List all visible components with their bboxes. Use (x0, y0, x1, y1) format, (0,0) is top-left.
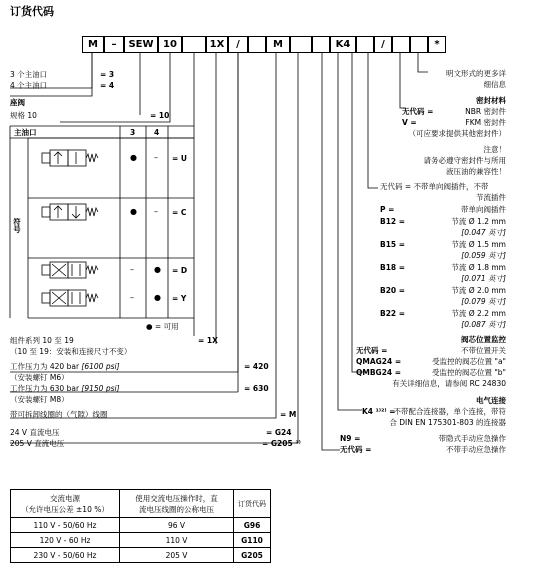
row-y-col3: – (130, 293, 134, 302)
ac-supply-cell: 120 V - 60 Hz (11, 533, 120, 548)
n9-value: 带隐式手动应急操作 (438, 434, 506, 443)
voltage-205-label: 205 V 直流电压 (10, 439, 65, 448)
monitor-b-value: 受监控的阀芯位置 "b" (431, 368, 506, 377)
code-box-17: * (428, 36, 446, 53)
code-box-12: K4 (330, 36, 356, 53)
throttle-p-value: 带单向阀插件 (461, 205, 506, 214)
row-c-col4: – (154, 207, 158, 216)
throttle-b12-value: 节流 Ø 1.2 mm (451, 217, 506, 226)
throttle-p-label: P = (380, 205, 395, 214)
pressure-420-code: = 420 (244, 362, 269, 371)
code-box-9: M (266, 36, 290, 53)
symbol-side-label: 符号 (12, 218, 22, 233)
monitor-none-value: 不带位置开关 (461, 346, 506, 355)
pressure-420-note: （安装螺钉 M6） (10, 373, 69, 382)
code-box-7: / (228, 36, 248, 53)
ports-4-code: = 4 (100, 81, 115, 90)
throttle-b22-inch: [0.087 英寸] (461, 320, 506, 329)
row-u-col3: ● (130, 153, 137, 162)
throttle-b22-value: 节流 Ø 2.2 mm (451, 309, 506, 318)
seal-none-label: 无代码 = (402, 107, 434, 116)
k4-label: K4 ¹⁾²⁾ = (362, 407, 396, 416)
table-row (11, 548, 271, 563)
throttle-b15-inch: [0.059 英寸] (461, 251, 506, 260)
n9-label: N9 = (340, 434, 361, 443)
row-c-code: = C (172, 208, 187, 217)
dc-nominal-cell: 96 V (120, 518, 234, 533)
throttle-b15-code: B15 = (380, 240, 406, 249)
page-title: 订货代码 (10, 5, 54, 18)
voltage-205-code: = G205 ²⁾ (262, 439, 301, 448)
electric-title: 电气连接 (476, 396, 506, 405)
code-box-4: 10 (158, 36, 182, 53)
voltage-24-code: = G24 (266, 428, 292, 437)
table-row (11, 533, 271, 548)
col-4-header: 4 (154, 128, 160, 137)
code-box-2: – (104, 36, 124, 53)
more-info-2: 细信息 (483, 80, 506, 89)
k4-value-2: 合 DIN EN 175301-803 的连接器 (389, 418, 506, 427)
throttle-b18-code: B18 = (380, 263, 406, 272)
attention-line-1: 请务必遵守密封件与所用 (423, 156, 506, 165)
throttle-b18-value: 节流 Ø 1.8 mm (451, 263, 506, 272)
seal-title: 密封材料 (476, 96, 506, 105)
ac-voltage-table (10, 489, 271, 563)
order-code-cell: G110 (234, 533, 271, 548)
valve-symbols (42, 150, 98, 306)
throttle-b20-code: B20 = (380, 286, 406, 295)
row-y-code: = Y (172, 294, 187, 303)
ports-3-label: 3 个主油口 (10, 70, 48, 79)
ac-supply-cell: 110 V - 50/60 Hz (11, 518, 120, 533)
throttle-b15-value: 节流 Ø 1.5 mm (451, 240, 506, 249)
pressure-630-note: （安装螺钉 M8） (10, 395, 69, 404)
throttle-b12-inch: [0.047 英寸] (461, 228, 506, 237)
poppet-valve-label: 座阀 (10, 98, 25, 107)
row-d-col4: ● (154, 265, 161, 274)
ports-4-label: 4 个主油口 (10, 81, 48, 90)
monitor-title: 阀芯位置监控 (461, 335, 506, 344)
throttle-b20-inch: [0.079 英寸] (461, 297, 506, 306)
header-order-code: 订货代码 (234, 490, 271, 518)
header-dc-nominal: 使用交流电压操作时，直 流电压线圈的公称电压 (120, 490, 234, 518)
monitor-b-label: QMBG24 = (356, 368, 402, 377)
pressure-630-label: 工作压力为 630 bar [9150 psi] (10, 384, 120, 393)
row-y-col4: ● (154, 293, 161, 302)
attention-line-2: 液压油的兼容性！ (446, 167, 506, 176)
attention-title: 注意！ (483, 145, 506, 154)
voltage-24-label: 24 V 直流电压 (10, 428, 60, 437)
seal-v-label: V = (402, 118, 417, 127)
row-u-col4: – (154, 153, 158, 162)
coil-code: = M (280, 410, 297, 419)
throttle-b20-value: 节流 Ø 2.0 mm (451, 286, 506, 295)
row-d-code: = D (172, 266, 188, 275)
coil-label: 带可拆卸线圈的（气隙）线圈 (10, 410, 108, 419)
n9-none-label: 无代码 = (340, 445, 372, 454)
dc-nominal-cell: 205 V (120, 548, 234, 563)
main-ports-header: 主油口 (14, 128, 37, 137)
monitor-note: 有关详细信息，请参阅 RC 24830 (392, 379, 506, 388)
throttle-b12-code: B12 = (380, 217, 406, 226)
throttle-b22-code: B22 = (380, 309, 406, 318)
ports-3-code: = 3 (100, 70, 115, 79)
monitor-none-label: 无代码 = (356, 346, 388, 355)
code-box-14: / (374, 36, 392, 53)
k4-value-1: 不带配合连接器，单个连接，带符 (393, 407, 506, 416)
seal-v-value: FKM 密封件 (465, 118, 506, 127)
series-code: = 1X (198, 336, 218, 345)
order-code-cell: G205 (234, 548, 271, 563)
row-c-col3: ● (130, 207, 137, 216)
monitor-a-label: QMAG24 = (356, 357, 402, 366)
throttle-none-2: 节流插件 (476, 193, 506, 202)
pressure-420-label: 工作压力为 420 bar [6100 psi] (10, 362, 120, 371)
seal-none-value: NBR 密封件 (465, 107, 506, 116)
series-note: （10 至 19：安装和连接尺寸不变） (10, 347, 132, 356)
throttle-b18-inch: [0.071 英寸] (461, 274, 506, 283)
col-3-header: 3 (130, 128, 136, 137)
code-box-1: M (82, 36, 104, 53)
pressure-630-code: = 630 (244, 384, 269, 393)
row-u-code: = U (172, 154, 187, 163)
header-ac-supply: 交流电源 （允许电压公差 ±10 %） (11, 490, 120, 518)
seal-note: （可应要求提供其他密封件） (408, 129, 506, 138)
row-d-col3: – (130, 265, 134, 274)
order-code-cell: G96 (234, 518, 271, 533)
monitor-a-value: 受监控的阀芯位置 "a" (432, 357, 506, 366)
throttle-none-1: 无代码 = 不带单向阀插件，不带 (380, 182, 489, 191)
code-box-6: 1X (206, 36, 228, 53)
available-legend: ● = 可用 (146, 322, 179, 331)
more-info-1: 明文形式的更多详 (446, 69, 506, 78)
table-row (11, 518, 271, 533)
n9-none-value: 不带手动应急操作 (446, 445, 506, 454)
code-box-3: SEW (124, 36, 158, 53)
ac-supply-cell: 230 V - 50/60 Hz (11, 548, 120, 563)
size-label: 规格 10 (10, 111, 37, 120)
dc-nominal-cell: 110 V (120, 533, 234, 548)
series-label: 组件系列 10 至 19 (10, 336, 74, 345)
size-code: = 10 (150, 111, 170, 120)
